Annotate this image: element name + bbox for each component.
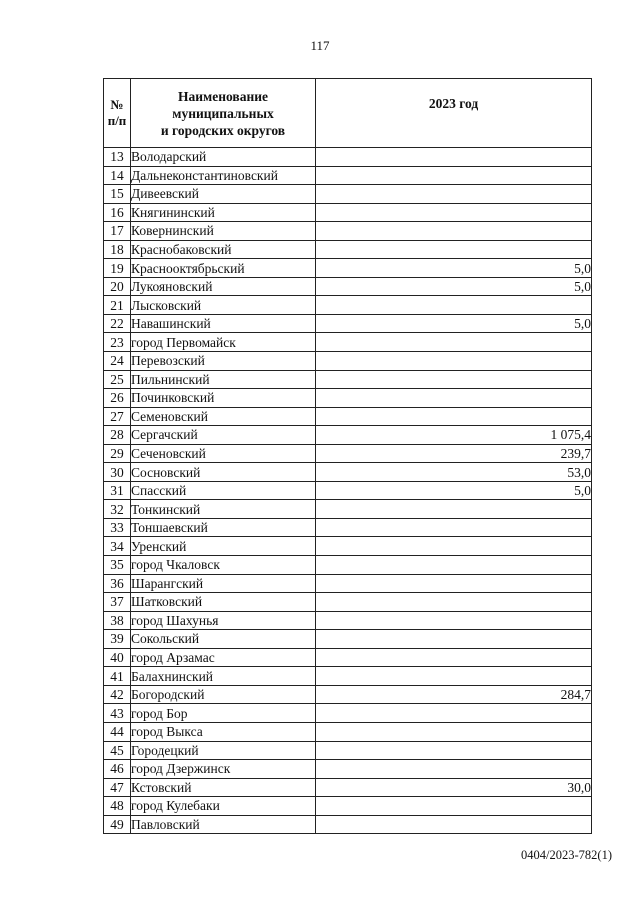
district-name: Городецкий <box>131 741 316 760</box>
district-name: Краснооктябрьский <box>131 259 316 278</box>
district-name: Тонкинский <box>131 500 316 519</box>
district-name: город Чкаловск <box>131 556 316 575</box>
row-number: 35 <box>104 556 131 575</box>
table-row <box>104 370 592 389</box>
row-number: 29 <box>104 444 131 463</box>
row-number: 20 <box>104 277 131 296</box>
table-row <box>104 722 592 741</box>
row-number: 30 <box>104 463 131 482</box>
value-2023: 5,0 <box>316 314 592 333</box>
table-header <box>104 79 592 148</box>
value-2023 <box>316 240 592 259</box>
district-name: город Кулебаки <box>131 797 316 816</box>
district-name: Шатковский <box>131 593 316 612</box>
value-2023 <box>316 667 592 686</box>
district-name: Лысковский <box>131 296 316 315</box>
table-row <box>104 166 592 185</box>
district-name: Шарангский <box>131 574 316 593</box>
table-row <box>104 685 592 704</box>
district-name: город Бор <box>131 704 316 723</box>
table-header-row <box>104 79 592 148</box>
value-2023 <box>316 148 592 167</box>
table-row <box>104 778 592 797</box>
value-2023: 30,0 <box>316 778 592 797</box>
row-number: 36 <box>104 574 131 593</box>
value-2023 <box>316 574 592 593</box>
district-name: Дальнеконстантиновский <box>131 166 316 185</box>
table-row <box>104 426 592 445</box>
row-number: 44 <box>104 722 131 741</box>
row-number: 45 <box>104 741 131 760</box>
table-row <box>104 648 592 667</box>
value-2023 <box>316 352 592 371</box>
value-2023 <box>316 500 592 519</box>
district-name: Кстовский <box>131 778 316 797</box>
row-number: 19 <box>104 259 131 278</box>
district-name: Княгининский <box>131 203 316 222</box>
header-year-2023: 2023 год <box>316 79 592 148</box>
district-name: город Выкса <box>131 722 316 741</box>
table-row <box>104 797 592 816</box>
value-2023 <box>316 648 592 667</box>
value-2023: 239,7 <box>316 444 592 463</box>
district-name: Спасский <box>131 481 316 500</box>
district-name: Перевозский <box>131 352 316 371</box>
district-name: Лукояновский <box>131 277 316 296</box>
value-2023 <box>316 611 592 630</box>
table-row <box>104 574 592 593</box>
value-2023 <box>316 741 592 760</box>
table-row <box>104 481 592 500</box>
value-2023 <box>316 722 592 741</box>
table-row <box>104 630 592 649</box>
table-row <box>104 296 592 315</box>
row-number: 46 <box>104 760 131 779</box>
row-number: 22 <box>104 314 131 333</box>
value-2023: 5,0 <box>316 277 592 296</box>
value-2023 <box>316 370 592 389</box>
row-number: 40 <box>104 648 131 667</box>
table-row <box>104 518 592 537</box>
row-number: 17 <box>104 222 131 241</box>
table-row <box>104 444 592 463</box>
row-number: 13 <box>104 148 131 167</box>
district-name: город Дзержинск <box>131 760 316 779</box>
row-number: 42 <box>104 685 131 704</box>
table-row <box>104 667 592 686</box>
table-row <box>104 240 592 259</box>
row-number: 38 <box>104 611 131 630</box>
value-2023 <box>316 203 592 222</box>
value-2023 <box>316 518 592 537</box>
district-name: Уренский <box>131 537 316 556</box>
value-2023 <box>316 704 592 723</box>
value-2023 <box>316 166 592 185</box>
district-name: Навашинский <box>131 314 316 333</box>
page-number: 117 <box>310 38 330 53</box>
table-row <box>104 333 592 352</box>
value-2023: 284,7 <box>316 685 592 704</box>
header-number: № п/п <box>104 79 131 148</box>
district-name: Тоншаевский <box>131 518 316 537</box>
row-number: 47 <box>104 778 131 797</box>
value-2023 <box>316 296 592 315</box>
row-number: 31 <box>104 481 131 500</box>
table-row <box>104 277 592 296</box>
row-number: 48 <box>104 797 131 816</box>
row-number: 28 <box>104 426 131 445</box>
district-name: Павловский <box>131 815 316 834</box>
table-row <box>104 741 592 760</box>
table-row <box>104 389 592 408</box>
table-row <box>104 463 592 482</box>
value-2023: 5,0 <box>316 481 592 500</box>
value-2023 <box>316 537 592 556</box>
row-number: 27 <box>104 407 131 426</box>
row-number: 18 <box>104 240 131 259</box>
value-2023: 5,0 <box>316 259 592 278</box>
value-2023 <box>316 222 592 241</box>
value-2023: 1 075,4 <box>316 426 592 445</box>
value-2023 <box>316 185 592 204</box>
district-name: Сергачский <box>131 426 316 445</box>
district-name: город Первомайск <box>131 333 316 352</box>
table-row <box>104 222 592 241</box>
table-row <box>104 148 592 167</box>
table-row <box>104 407 592 426</box>
district-name: Пильнинский <box>131 370 316 389</box>
row-number: 49 <box>104 815 131 834</box>
value-2023 <box>316 389 592 408</box>
row-number: 24 <box>104 352 131 371</box>
row-number: 39 <box>104 630 131 649</box>
header-name: Наименование муниципальных и городских округов <box>131 79 316 148</box>
value-2023 <box>316 760 592 779</box>
value-2023: 53,0 <box>316 463 592 482</box>
row-number: 23 <box>104 333 131 352</box>
row-number: 16 <box>104 203 131 222</box>
row-number: 37 <box>104 593 131 612</box>
table-row <box>104 314 592 333</box>
document-code: 0404/2023-782(1) <box>521 848 612 862</box>
district-name: Ковернинский <box>131 222 316 241</box>
district-name: Сеченовский <box>131 444 316 463</box>
row-number: 41 <box>104 667 131 686</box>
row-number: 14 <box>104 166 131 185</box>
value-2023 <box>316 815 592 834</box>
row-number: 43 <box>104 704 131 723</box>
row-number: 32 <box>104 500 131 519</box>
district-name: Дивеевский <box>131 185 316 204</box>
table-row <box>104 815 592 834</box>
table-row <box>104 352 592 371</box>
district-name: Починковский <box>131 389 316 408</box>
value-2023 <box>316 797 592 816</box>
table-row <box>104 611 592 630</box>
row-number: 21 <box>104 296 131 315</box>
municipal-districts-table <box>103 78 592 834</box>
table-row <box>104 704 592 723</box>
table-row <box>104 537 592 556</box>
district-name: Сосновский <box>131 463 316 482</box>
district-name: Богородский <box>131 685 316 704</box>
table-body <box>104 148 592 834</box>
row-number: 33 <box>104 518 131 537</box>
value-2023 <box>316 407 592 426</box>
table-row <box>104 500 592 519</box>
table-row <box>104 259 592 278</box>
district-name: Балахнинский <box>131 667 316 686</box>
value-2023 <box>316 630 592 649</box>
table-row <box>104 203 592 222</box>
district-name: Семеновский <box>131 407 316 426</box>
table-row <box>104 760 592 779</box>
row-number: 34 <box>104 537 131 556</box>
table-row <box>104 556 592 575</box>
table-row <box>104 185 592 204</box>
table-row <box>104 593 592 612</box>
district-name: город Арзамас <box>131 648 316 667</box>
district-name: Володарский <box>131 148 316 167</box>
row-number: 25 <box>104 370 131 389</box>
value-2023 <box>316 333 592 352</box>
value-2023 <box>316 556 592 575</box>
district-name: город Шахунья <box>131 611 316 630</box>
row-number: 26 <box>104 389 131 408</box>
value-2023 <box>316 593 592 612</box>
row-number: 15 <box>104 185 131 204</box>
district-name: Сокольский <box>131 630 316 649</box>
district-name: Краснобаковский <box>131 240 316 259</box>
